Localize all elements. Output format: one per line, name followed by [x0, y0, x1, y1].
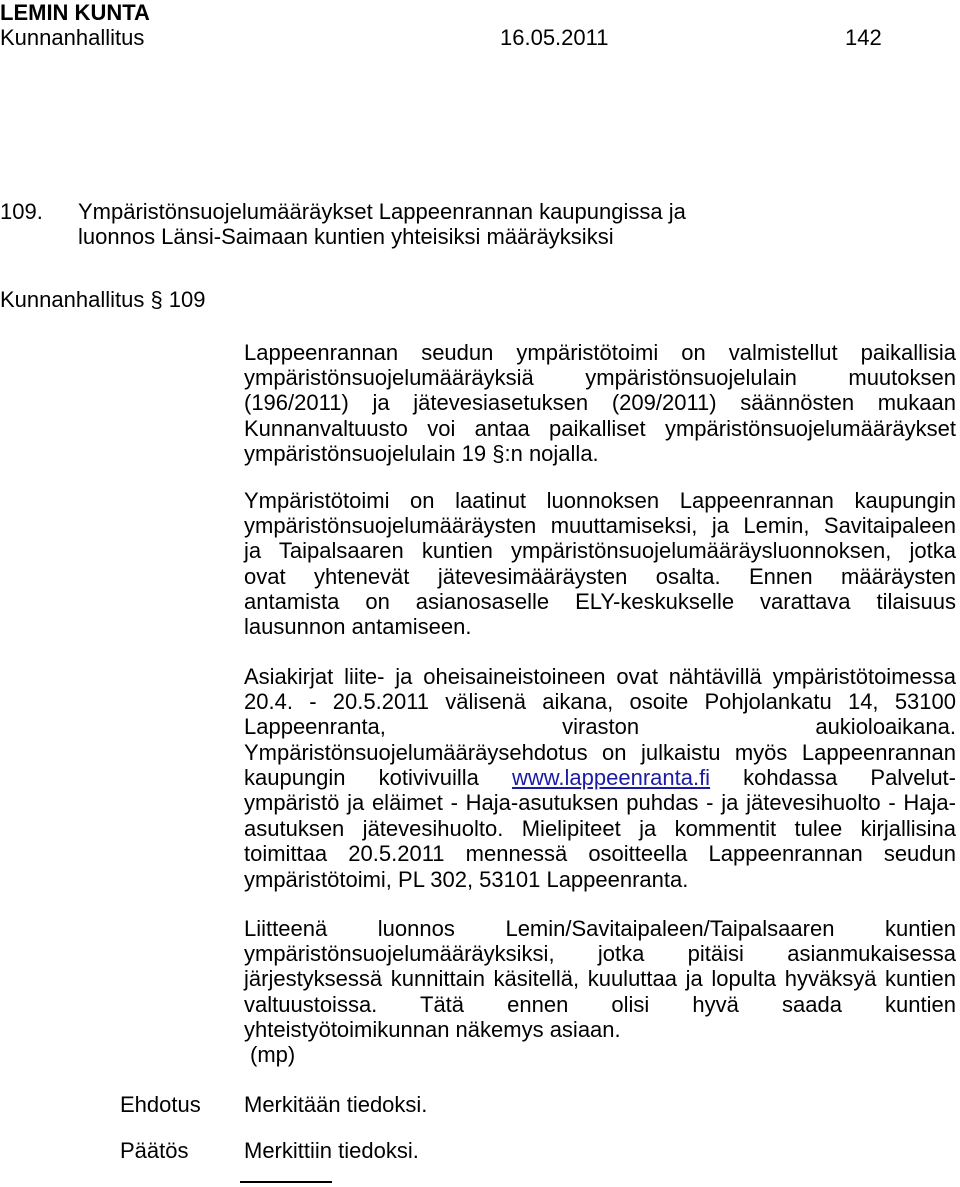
paragraph-line: Liitteenä luonnos Lemin/Savitaipaleen/Taipalsaaren kuntien [244, 915, 956, 941]
paragraph-line: Ympäristötoimi on laatinut luonnoksen Lappeenrannan kaupungin [244, 487, 956, 513]
paragraph [244, 488, 956, 640]
paragraph-line: ympäristö ja eläimet - Haja-asutuksen puhdas - ja jätevesihuolto - Haja- [244, 790, 956, 816]
paragraph-line: Kunnanvaltuusto voi antaa paikalliset ympäristönsuojelumääräykset [244, 415, 956, 441]
item-number: 109. [0, 199, 43, 224]
footer-rule [240, 1181, 332, 1183]
paragraph-line-text: kohdassa Palvelut- [743, 765, 956, 791]
paragraph-line: Ympäristönsuojelumääräysehdotus on julkaistu myös Lappeenrannan [244, 739, 956, 765]
paragraph-line: 20.4. - 20.5.2011 välisenä aikana, osoite Pohjolankatu 14, 53100 [244, 688, 956, 714]
paragraph-line: (196/2011) ja jätevesiasetuksen (209/2011) säännösten mukaan [244, 390, 956, 416]
paragraph-line: Lappeenrannan seudun ympäristötoimi on valmistellut paikallisia [244, 339, 956, 365]
proposal-label: Ehdotus [120, 1091, 201, 1117]
paragraph-line: lausunnon antamiseen. [244, 614, 472, 640]
paragraph-line: valtuustoissa. Tätä ennen olisi hyvä saada kuntien [244, 991, 956, 1017]
paragraph-line: ympäristönsuojelumääräyksiä ympäristönsuojelulain muutoksen [244, 364, 956, 390]
paragraph-line: ympäristönsuojelulain 19 §:n nojalla. [244, 441, 599, 467]
decision-text: Merkittiin tiedoksi. [244, 1137, 419, 1163]
paragraph [244, 916, 956, 1068]
paragraph-line: Asiakirjat liite- ja oheisaineistoineen ovat nähtävillä ympäristötoimessa [244, 663, 956, 689]
item-title [78, 199, 686, 250]
paragraph-line: järjestyksessä kunnittain käsitellä, kuuluttaa ja lopulta hyväksyä kuntien [244, 966, 956, 992]
paragraph-line: ja Taipalsaaren kuntien ympäristönsuojelumääräysluonnoksen, jotka [244, 538, 956, 564]
decision-label: Päätös [120, 1137, 189, 1163]
paragraph [244, 664, 956, 893]
page-number: 142 [845, 25, 882, 50]
proposal-text: Merkitään tiedoksi. [244, 1091, 428, 1117]
item-title-line: luonnos Länsi-Saimaan kuntien yhteisiksi määräyksiksi [78, 224, 614, 250]
organization-name: LEMIN KUNTA [0, 0, 150, 25]
paragraph-line: ympäristötoimi, PL 302, 53101 Lappeenranta. [244, 866, 689, 892]
paragraph [244, 340, 956, 467]
paragraph-line: antamista on asianosaselle ELY-keskukselle varattava tilaisuus [244, 589, 956, 615]
paragraph-line: toimittaa 20.5.2011 mennessä osoitteella Lappeenrannan seudun [244, 841, 956, 867]
paragraph-line [244, 765, 956, 790]
author-initials: (mp) [250, 1042, 296, 1068]
website-link[interactable]: www.lappeenranta.fi [511, 765, 711, 791]
paragraph-line: ympäristönsuojelumääräyksiksi, jotka pitäisi asianmukaisessa [244, 940, 956, 966]
paragraph-line: yhteistyötoimikunnan näkemys asiaan. [244, 1017, 621, 1043]
section-reference: Kunnanhallitus § 109 [0, 287, 206, 312]
meeting-body: Kunnanhallitus [0, 25, 145, 50]
paragraph-line: ovat yhtenevät jätevesimääräysten osalta. Ennen määräysten [244, 563, 956, 589]
item-title-line: Ympäristönsuojelumääräykset Lappeenrannan kaupungissa ja [78, 199, 686, 224]
meeting-date: 16.05.2011 [500, 25, 609, 50]
paragraph-line-text: kaupungin kotivivuilla [244, 765, 479, 791]
paragraph-line: Lappeenranta, viraston aukioloaikana. [244, 714, 956, 740]
paragraph-line: ympäristönsuojelumääräysten muuttamiseksi, ja Lemin, Savitaipaleen [244, 512, 956, 538]
paragraph-line: asutuksen jätevesihuolto. Mielipiteet ja kommentit tulee kirjallisina [244, 815, 956, 841]
